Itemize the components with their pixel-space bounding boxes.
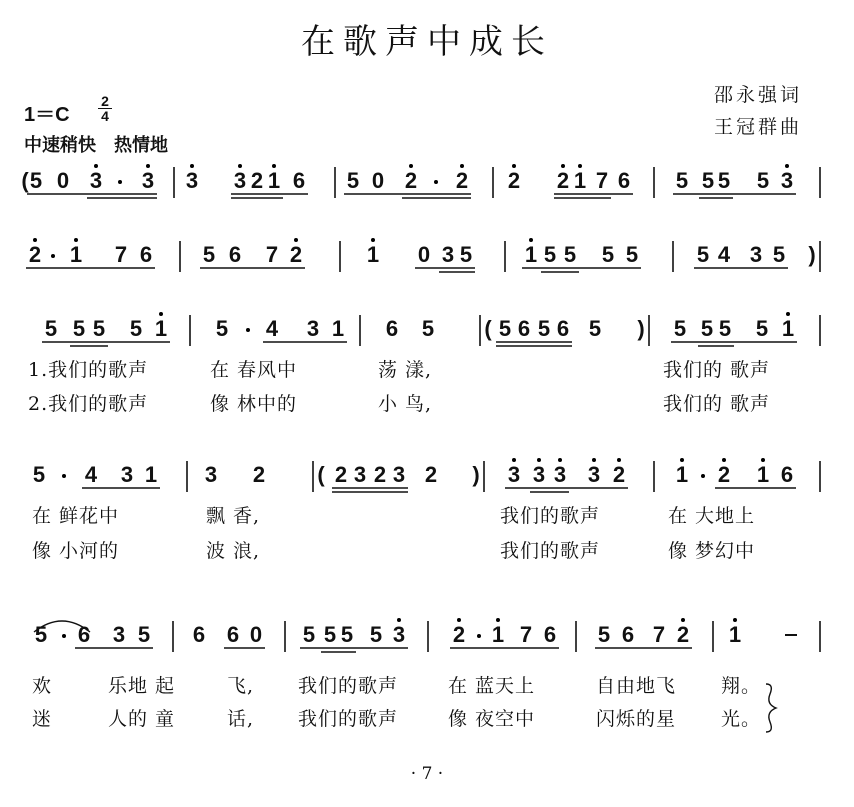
note-1: 1: [728, 622, 742, 647]
note-1: 1: [69, 242, 83, 267]
augmentation-dot: [51, 254, 55, 258]
note-5: 5: [498, 316, 512, 341]
lyric-segment: 小 鸟,: [378, 393, 433, 415]
key-signature: 1＝C: [24, 104, 70, 126]
octave-dot-above: [294, 238, 298, 242]
note-5: 5: [72, 316, 86, 341]
note-5: 5: [756, 168, 770, 193]
note-0: 0: [249, 622, 263, 647]
lyric-segment: 闪烁的星: [596, 708, 677, 730]
note-1: 1: [524, 242, 538, 267]
note-5: 5: [137, 622, 151, 647]
octave-dot-above: [680, 458, 684, 462]
lyric-segment: 人的 童: [108, 708, 176, 730]
octave-dot-above: [537, 458, 541, 462]
note-0: 0: [417, 242, 431, 267]
note-5: 5: [346, 168, 360, 193]
note-6: 6: [617, 168, 631, 193]
octave-dot-above: [512, 164, 516, 168]
song-title: 在歌声中成长: [301, 22, 553, 62]
note-2: 2: [250, 168, 264, 193]
octave-dot-above: [529, 238, 533, 242]
lyric-segment: 光。: [721, 708, 762, 730]
octave-dot-above: [578, 164, 582, 168]
note-5: 5: [701, 168, 715, 193]
note-5: 5: [696, 242, 710, 267]
note-3: 3: [353, 462, 367, 487]
octave-dot-above: [592, 458, 596, 462]
note-5: 5: [92, 316, 106, 341]
note-2: 2: [28, 242, 42, 267]
octave-dot-above: [409, 164, 413, 168]
note-5: 5: [588, 316, 602, 341]
note-2: 2: [289, 242, 303, 267]
note-1: 1: [491, 622, 505, 647]
note-2: 2: [612, 462, 626, 487]
note-1: 1: [331, 316, 345, 341]
octave-dot-above: [617, 458, 621, 462]
octave-dot-above: [33, 238, 37, 242]
lyric-segment: 我们的歌声: [298, 708, 399, 730]
note-3: 3: [89, 168, 103, 193]
octave-dot-above: [722, 458, 726, 462]
octave-dot-above: [146, 164, 150, 168]
lyric-segment: 我们的歌声: [500, 540, 601, 562]
note-5: 5: [675, 168, 689, 193]
octave-dot-above: [371, 238, 375, 242]
note-6: 6: [226, 622, 240, 647]
octave-dot-above: [558, 458, 562, 462]
lyric-segment: 1.我们的歌声: [28, 359, 149, 381]
note-3: 3: [553, 462, 567, 487]
note-5: 5: [563, 242, 577, 267]
note-2: 2: [373, 462, 387, 487]
octave-dot-above: [159, 312, 163, 316]
note-6: 6: [292, 168, 306, 193]
lyric-segment: 翔。: [721, 675, 762, 697]
note-6: 6: [556, 316, 570, 341]
note-0: 0: [56, 168, 70, 193]
note-5: 5: [129, 316, 143, 341]
note-3: 3: [141, 168, 155, 193]
octave-dot-above: [785, 164, 789, 168]
note-7: 7: [595, 168, 609, 193]
octave-dot-above: [397, 618, 401, 622]
lyric-segment: 像 梦幻中: [668, 540, 756, 562]
lyric-segment: 自由地飞: [596, 675, 677, 697]
note-5: 5: [543, 242, 557, 267]
lyric-segment: 在 鲜花中: [32, 505, 120, 527]
lyric-segment: 乐地 起: [108, 675, 176, 697]
octave-dot-above: [74, 238, 78, 242]
lyric-segment: 波 浪,: [206, 540, 261, 562]
note-5: 5: [215, 316, 229, 341]
octave-dot-above: [733, 618, 737, 622]
note-7: 7: [114, 242, 128, 267]
lyric-segment: 话,: [227, 708, 255, 730]
note-5: 5: [340, 622, 354, 647]
augmentation-dot: [701, 474, 705, 478]
lyric-segment: 像 夜空中: [448, 708, 536, 730]
lyric-segment: 我们的歌声: [298, 675, 399, 697]
lyric-segment: 荡 漾,: [378, 359, 433, 381]
octave-dot-above: [238, 164, 242, 168]
note-5: 5: [718, 316, 732, 341]
octave-dot-above: [681, 618, 685, 622]
note-6: 6: [621, 622, 635, 647]
lyric-segment: 飞,: [227, 675, 255, 697]
note-3: 3: [233, 168, 247, 193]
lyric-segment: 在 春风中: [210, 359, 298, 381]
lyric-segment: 2.我们的歌声: [28, 393, 149, 415]
octave-dot-above: [561, 164, 565, 168]
paren-close: ): [472, 462, 480, 487]
note-7: 7: [265, 242, 279, 267]
lyric-segment: 飘 香,: [206, 505, 261, 527]
paren-open: (: [21, 168, 29, 193]
time-signature-denominator: 4: [101, 108, 109, 124]
lyric-segment: 我们的 歌声: [663, 359, 771, 381]
lyric-segment: 像 小河的: [32, 540, 120, 562]
augmentation-dot: [62, 634, 66, 638]
note-5: 5: [459, 242, 473, 267]
augmentation-dot: [477, 634, 481, 638]
time-signature-numerator: 2: [98, 94, 112, 109]
note-3: 3: [749, 242, 763, 267]
octave-dot-above: [460, 164, 464, 168]
note-4: 4: [265, 316, 279, 341]
note-5: 5: [673, 316, 687, 341]
note-7: 7: [519, 622, 533, 647]
note-5: 5: [421, 316, 435, 341]
note-3: 3: [120, 462, 134, 487]
note-3: 3: [392, 622, 406, 647]
note-5: 5: [34, 622, 48, 647]
note-2: 2: [676, 622, 690, 647]
note-6: 6: [543, 622, 557, 647]
note-3: 3: [204, 462, 218, 487]
lyric-segment: 像 林中的: [210, 393, 298, 415]
note-3: 3: [587, 462, 601, 487]
note-5: 5: [717, 168, 731, 193]
lyricist-credit: 邵永强词: [714, 84, 803, 106]
note-5: 5: [323, 622, 337, 647]
octave-dot-above: [496, 618, 500, 622]
paren-open: (: [317, 462, 325, 487]
note-1: 1: [756, 462, 770, 487]
note-3: 3: [441, 242, 455, 267]
note-6: 6: [192, 622, 206, 647]
note-1: 1: [781, 316, 795, 341]
note-7: 7: [652, 622, 666, 647]
lyric-segment: 我们的歌声: [500, 505, 601, 527]
paren-open: (: [484, 316, 492, 341]
note-3: 3: [780, 168, 794, 193]
note-6: 6: [77, 622, 91, 647]
note-5: 5: [32, 462, 46, 487]
note-2: 2: [252, 462, 266, 487]
note-6: 6: [139, 242, 153, 267]
note-6: 6: [228, 242, 242, 267]
page-number: · 7 ·: [410, 764, 444, 784]
note-5: 5: [44, 316, 58, 341]
note-5: 5: [601, 242, 615, 267]
note-3: 3: [112, 622, 126, 647]
lyric-segment: 欢: [32, 675, 53, 697]
note-5: 5: [700, 316, 714, 341]
note-4: 4: [717, 242, 731, 267]
note-3: 3: [507, 462, 521, 487]
octave-dot-above: [190, 164, 194, 168]
tempo-marking: 中速稍快 热情地: [24, 135, 168, 156]
note-5: 5: [369, 622, 383, 647]
lyric-segment: 迷: [32, 708, 53, 730]
note-5: 5: [302, 622, 316, 647]
note-3: 3: [185, 168, 199, 193]
composer-credit: 王冠群曲: [714, 116, 803, 138]
augmentation-dot: [62, 474, 66, 478]
note-5: 5: [202, 242, 216, 267]
note-5: 5: [772, 242, 786, 267]
note-3: 3: [532, 462, 546, 487]
note-1: 1: [573, 168, 587, 193]
note-2: 2: [452, 622, 466, 647]
note-2: 2: [334, 462, 348, 487]
paren-close: ): [808, 242, 816, 267]
lyric-segment: 在 大地上: [668, 505, 756, 527]
note-5: 5: [29, 168, 43, 193]
note-6: 6: [385, 316, 399, 341]
note-5: 5: [537, 316, 551, 341]
note-2: 2: [556, 168, 570, 193]
verse-brace: [766, 684, 776, 732]
augmentation-dot: [434, 180, 438, 184]
octave-dot-above: [761, 458, 765, 462]
augmentation-dot: [118, 180, 122, 184]
note-1: 1: [154, 316, 168, 341]
note-1: 1: [675, 462, 689, 487]
lyric-segment: 我们的 歌声: [663, 393, 771, 415]
octave-dot-above: [786, 312, 790, 316]
note-5: 5: [597, 622, 611, 647]
paren-close: ): [637, 316, 645, 341]
octave-dot-above: [272, 164, 276, 168]
note-2: 2: [424, 462, 438, 487]
note-5: 5: [625, 242, 639, 267]
note-1: 1: [144, 462, 158, 487]
note-6: 6: [780, 462, 794, 487]
note-2: 2: [717, 462, 731, 487]
note-1: 1: [267, 168, 281, 193]
lyric-segment: 在 蓝天上: [448, 675, 536, 697]
octave-dot-above: [512, 458, 516, 462]
augmentation-dot: [246, 328, 250, 332]
note-2: 2: [404, 168, 418, 193]
note-2: 2: [455, 168, 469, 193]
octave-dot-above: [94, 164, 98, 168]
note-3: 3: [392, 462, 406, 487]
note-2: 2: [507, 168, 521, 193]
note-6: 6: [517, 316, 531, 341]
octave-dot-above: [457, 618, 461, 622]
note-0: 0: [371, 168, 385, 193]
note-5: 5: [755, 316, 769, 341]
note-1: 1: [366, 242, 380, 267]
note-4: 4: [84, 462, 98, 487]
note-3: 3: [306, 316, 320, 341]
